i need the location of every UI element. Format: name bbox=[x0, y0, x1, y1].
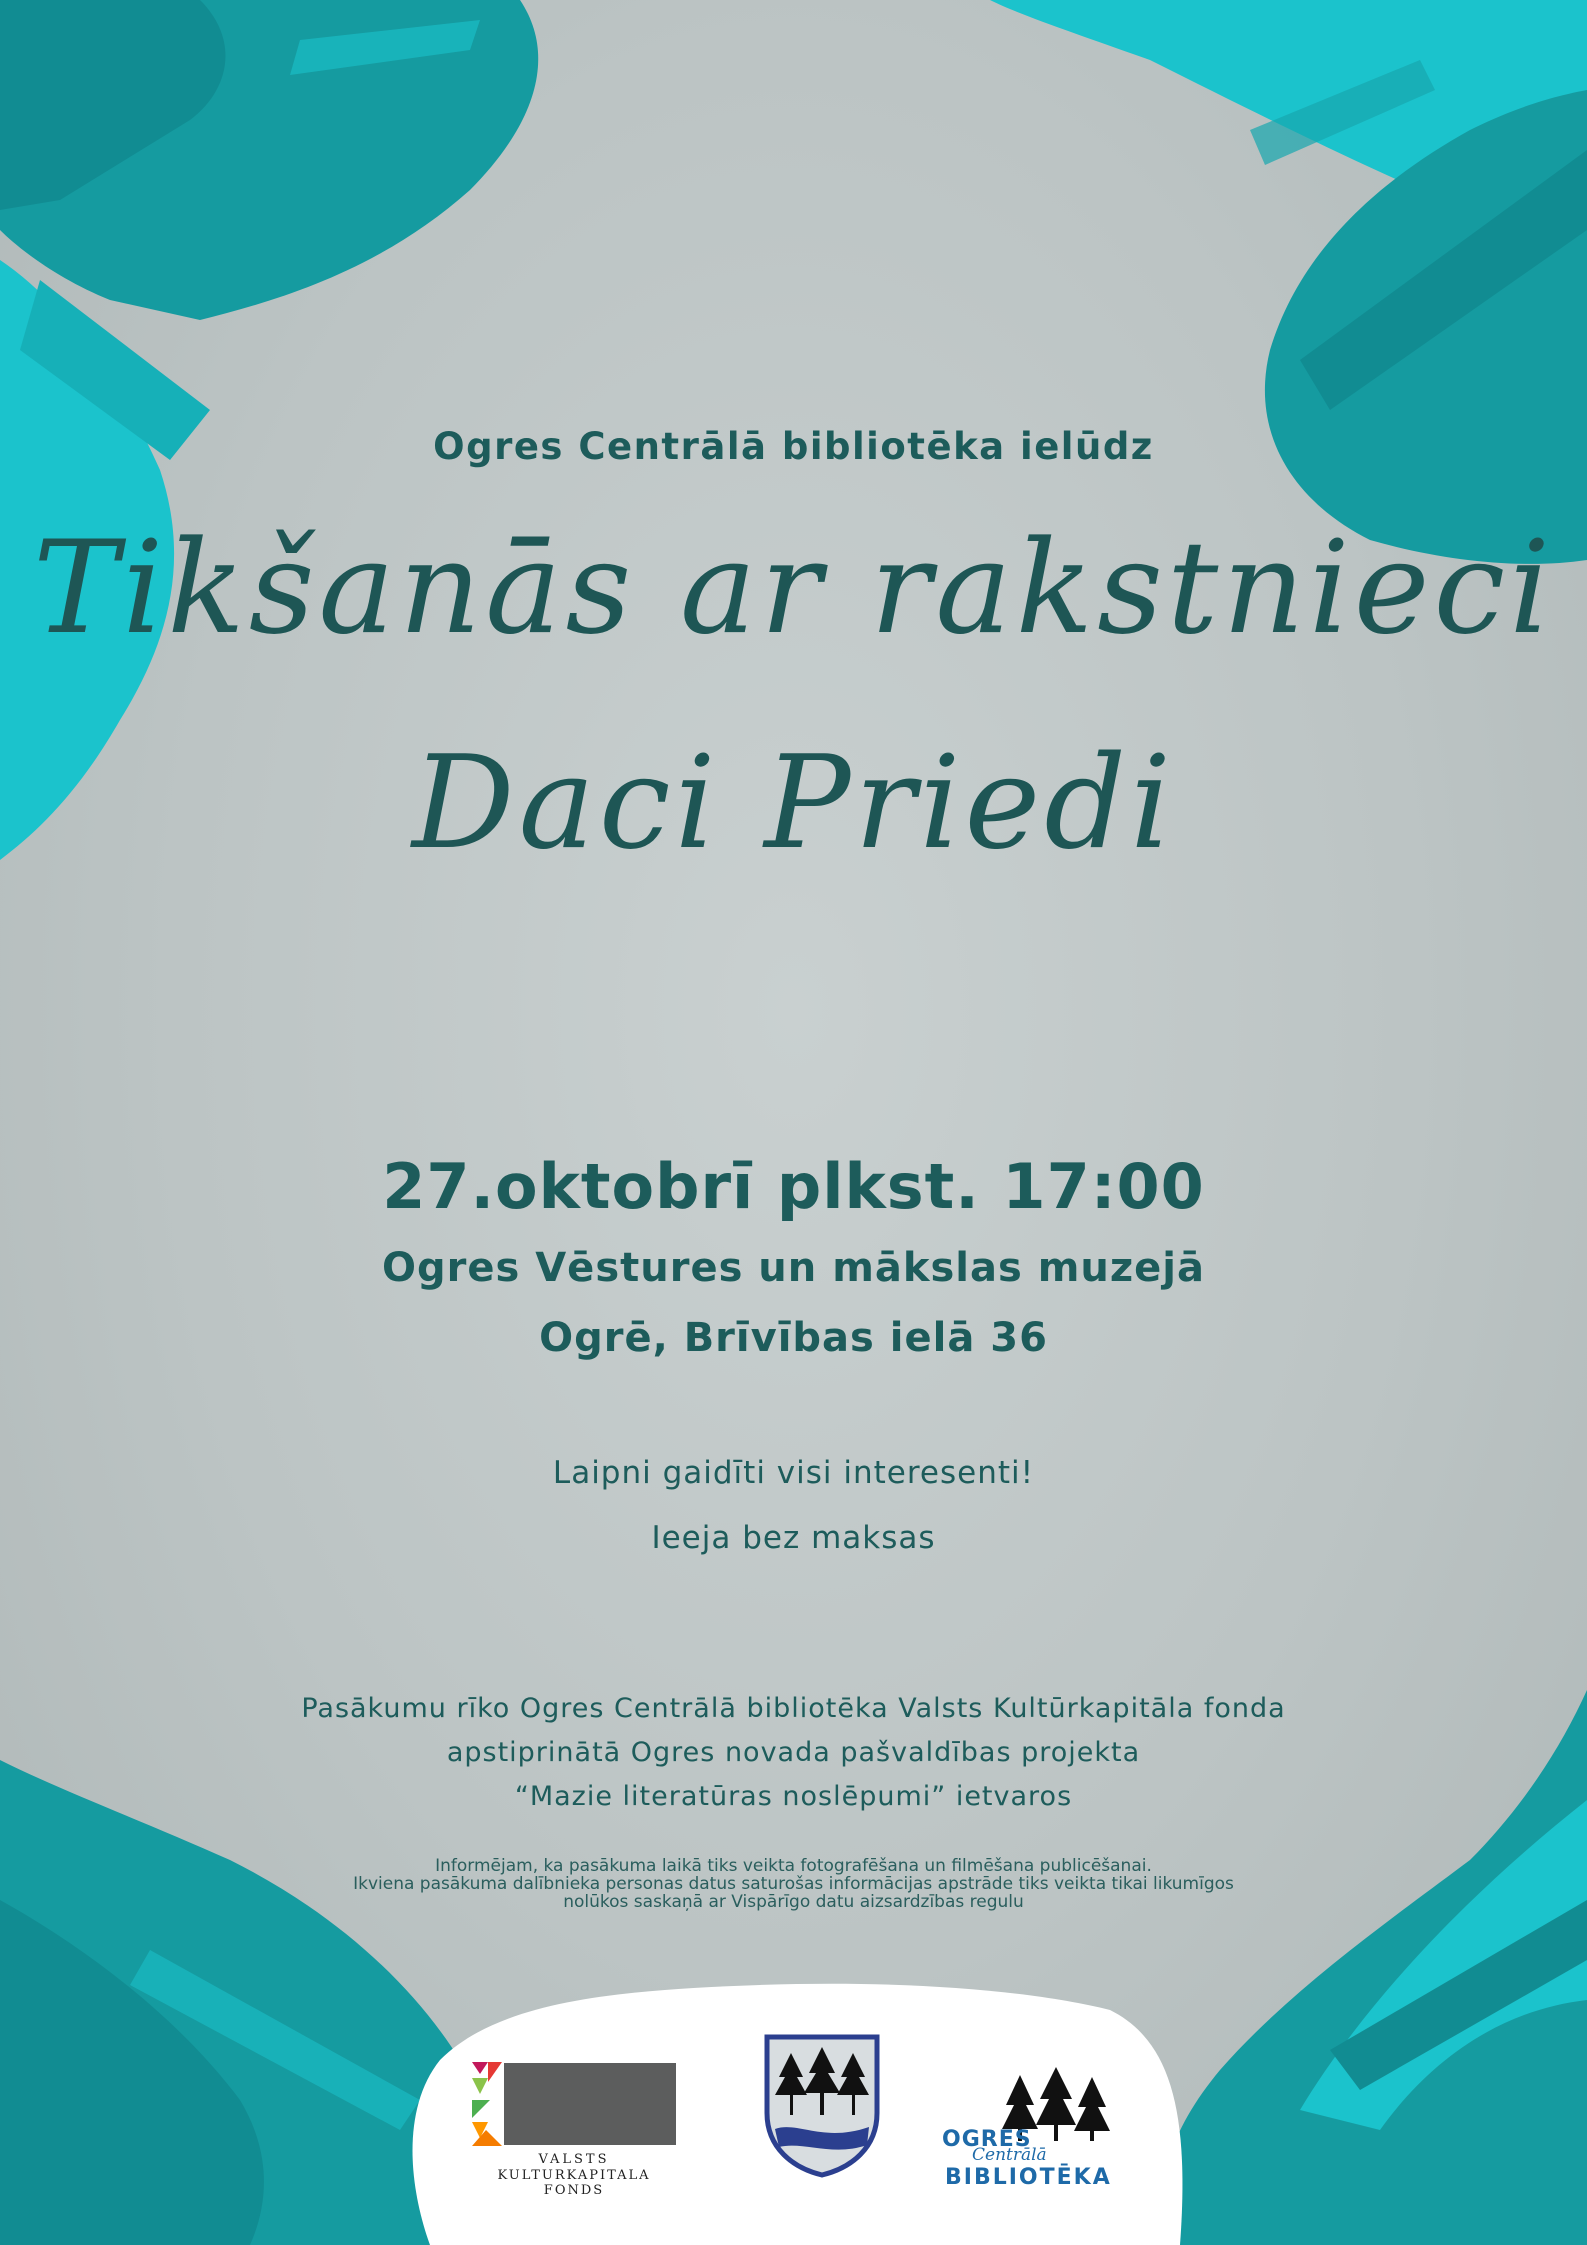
vkkf-logo-text: VALSTS bbox=[538, 2152, 610, 2167]
entry-note: Ieeja bez maksas bbox=[651, 1520, 936, 1556]
event-title-line-1: Tikšanās ar rakstnieci bbox=[32, 514, 1555, 663]
event-title-line-2: Daci Priedi bbox=[411, 729, 1176, 878]
library-logo-text: Centrālā bbox=[972, 2145, 1047, 2165]
privacy-notice-line: nolūkos saskaņā ar Vispārīgo datu aizsardzības regulu bbox=[563, 1892, 1024, 1912]
ogres-central-library-logo bbox=[942, 2065, 1117, 2195]
library-logo-text: OGRES bbox=[942, 2127, 1032, 2152]
vkkf-logo-text: KULTURKAPITALA FONDS bbox=[497, 2168, 651, 2198]
vkkf-logo-bar bbox=[504, 2063, 676, 2145]
event-address: Ogrē, Brīvības ielā 36 bbox=[539, 1315, 1048, 1361]
invitation-line: Ogres Centrālā bibliotēka ielūdz bbox=[433, 425, 1154, 468]
privacy-notice-line: Ikviena pasākuma dalībnieka personas datus saturošas informācijas apstrāde tiks veikta tikai likumīgos bbox=[353, 1874, 1234, 1894]
welcome-note: Laipni gaidīti visi interesenti! bbox=[552, 1455, 1035, 1491]
organizer-line: apstiprinātā Ogres novada pašvaldības projekta bbox=[446, 1737, 1141, 1768]
ogre-coat-of-arms bbox=[763, 2033, 881, 2178]
privacy-notice-line: Informējam, ka pasākuma laikā tiks veikta fotografēšana un filmēšana publicēšanai. bbox=[435, 1856, 1152, 1876]
event-venue: Ogres Vēstures un mākslas muzejā bbox=[382, 1245, 1205, 1291]
library-logo-text: BIBLIOTĒKA bbox=[945, 2165, 1112, 2190]
organizer-line: “Mazie literatūras noslēpumi” ietvaros bbox=[514, 1781, 1073, 1812]
vkkf-mark-icon bbox=[468, 2060, 504, 2150]
organizer-line: Pasākumu rīko Ogres Centrālā bibliotēka Valsts Kultūrkapitāla fonda bbox=[301, 1693, 1286, 1724]
event-date-time: 27.oktobrī plkst. 17:00 bbox=[382, 1150, 1205, 1223]
vkkf-logo bbox=[468, 2060, 680, 2198]
